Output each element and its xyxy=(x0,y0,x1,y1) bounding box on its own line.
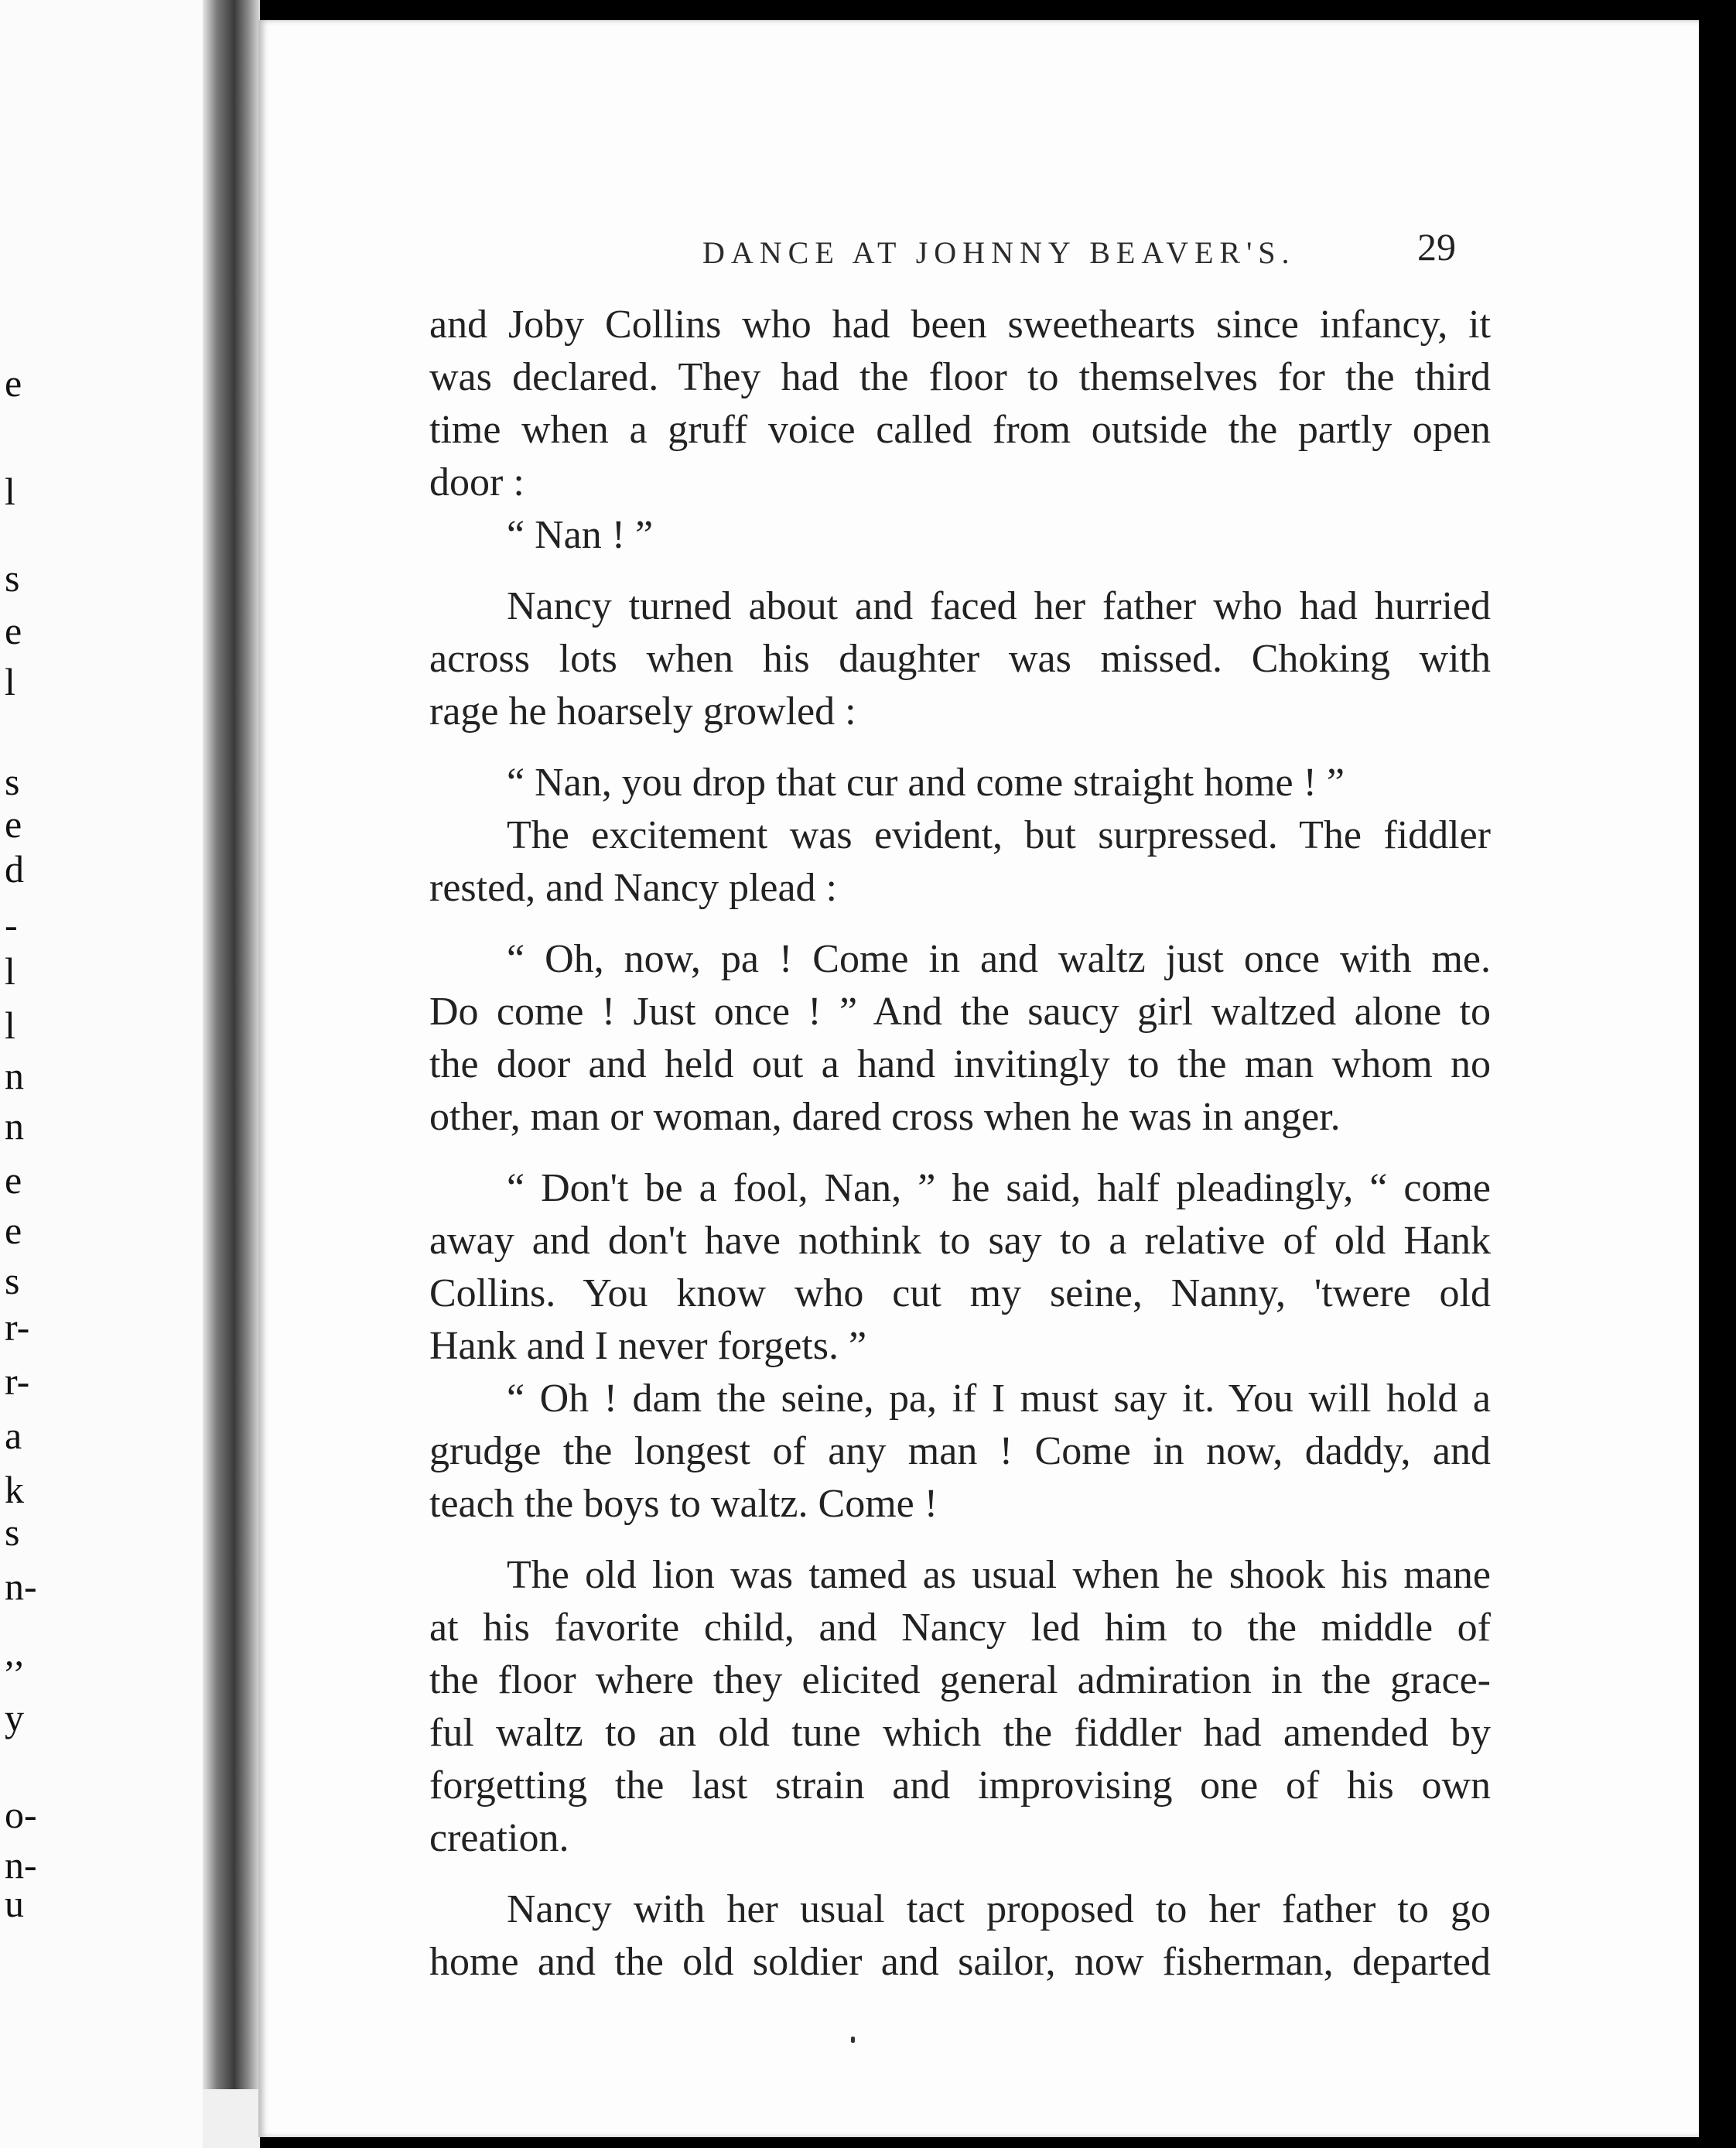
body-text xyxy=(429,299,1491,1989)
text-line: rested, and Nancy plead : xyxy=(429,866,838,910)
text-line: other, man or woman, dared cross when he was in anger. xyxy=(429,1095,1341,1139)
scan-speck xyxy=(851,2037,855,2043)
edge-glyph: n- xyxy=(5,1565,37,1608)
edge-glyph: s xyxy=(5,760,20,803)
text-line: the floor where they elicited general admiration in the grace- xyxy=(429,1658,1491,1702)
text-line: The excitement was evident, but surpressed. The fiddler xyxy=(507,813,1491,857)
text-line: door : xyxy=(429,460,525,505)
text-line: creation. xyxy=(429,1816,569,1860)
text-line: time when a gruff voice called from outside the partly open xyxy=(429,408,1491,452)
edge-glyph: k xyxy=(5,1468,24,1511)
edge-glyph: e xyxy=(5,361,22,405)
edge-glyph: l xyxy=(5,949,15,993)
running-head: DANCE AT JOHNNY BEAVER'S. xyxy=(702,235,1296,270)
edge-glyph: a xyxy=(5,1414,22,1457)
edge-glyph: s xyxy=(5,1259,20,1302)
page-number: 29 xyxy=(1417,225,1456,268)
text-line: teach the boys to waltz. Come ! xyxy=(429,1482,938,1526)
edge-glyph: - xyxy=(5,903,18,946)
edge-glyph: ,, xyxy=(5,1630,24,1674)
edge-glyph: s xyxy=(5,1510,20,1554)
edge-glyph: e xyxy=(5,1158,22,1202)
edge-glyph: n- xyxy=(5,1843,37,1886)
edge-glyph: y xyxy=(5,1696,24,1739)
text-line: was declared. They had the floor to themselves for the third xyxy=(429,355,1491,399)
edge-glyph: e xyxy=(5,609,22,652)
facing-page-edge xyxy=(0,0,207,2148)
book-gutter xyxy=(203,0,260,2148)
text-line: The old lion was tamed as usual when he shook his mane xyxy=(507,1553,1491,1597)
edge-glyph: d xyxy=(5,847,24,891)
text-line: “ Nan ! ” xyxy=(507,513,654,557)
edge-glyph: e xyxy=(5,802,22,846)
text-line: home and the old soldier and sailor, now fisherman, departed xyxy=(429,1940,1491,1984)
gutter-bottom xyxy=(203,2089,260,2148)
text-line: and Joby Collins who had been sweethearts since infancy, it xyxy=(429,303,1491,347)
text-line: at his favorite child, and Nancy led him to the middle of xyxy=(429,1606,1491,1650)
text-line: Nancy with her usual tact proposed to her father to go xyxy=(507,1887,1491,1931)
edge-glyph: l xyxy=(5,660,15,703)
text-line: Hank and I never forgets. ” xyxy=(429,1324,867,1368)
text-line: Nancy turned about and faced her father who had hurried xyxy=(507,584,1491,628)
text-line: “ Oh, now, pa ! Come in and waltz just once with me. xyxy=(507,937,1491,981)
edge-glyph: l xyxy=(5,1004,15,1047)
edge-glyph: n xyxy=(5,1104,24,1148)
edge-glyph: n xyxy=(5,1054,24,1097)
text-line: rage he hoarsely growled : xyxy=(429,689,856,734)
text-line: Collins. You know who cut my seine, Nanny, 'twere old xyxy=(429,1271,1491,1315)
text-line: grudge the longest of any man ! Come in now, daddy, and xyxy=(429,1429,1491,1473)
edge-glyph: l xyxy=(5,470,15,513)
text-line: “ Oh ! dam the seine, pa, if I must say it. You will hold a xyxy=(507,1377,1491,1421)
edge-glyph: r- xyxy=(5,1360,30,1403)
edge-glyph: u xyxy=(5,1882,24,1925)
text-line: away and don't have nothink to say to a relative of old Hank xyxy=(429,1219,1491,1263)
edge-glyph: o- xyxy=(5,1793,37,1836)
edge-glyph: r- xyxy=(5,1305,30,1349)
edge-glyph: s xyxy=(5,556,20,600)
text-line: the door and held out a hand invitingly to the man whom no xyxy=(429,1042,1491,1086)
text-line: “ Don't be a fool, Nan, ” he said, half pleadingly, “ come xyxy=(507,1166,1491,1210)
edge-glyph: e xyxy=(5,1209,22,1252)
text-line: forgetting the last strain and improvising one of his own xyxy=(429,1763,1491,1808)
text-line: across lots when his daughter was missed. Choking with xyxy=(429,637,1491,681)
text-line: ful waltz to an old tune which the fiddler had amended by xyxy=(429,1711,1491,1755)
text-line: “ Nan, you drop that cur and come straight home ! ” xyxy=(507,761,1345,805)
text-line: Do come ! Just once ! ” And the saucy girl waltzed alone to xyxy=(429,990,1491,1034)
